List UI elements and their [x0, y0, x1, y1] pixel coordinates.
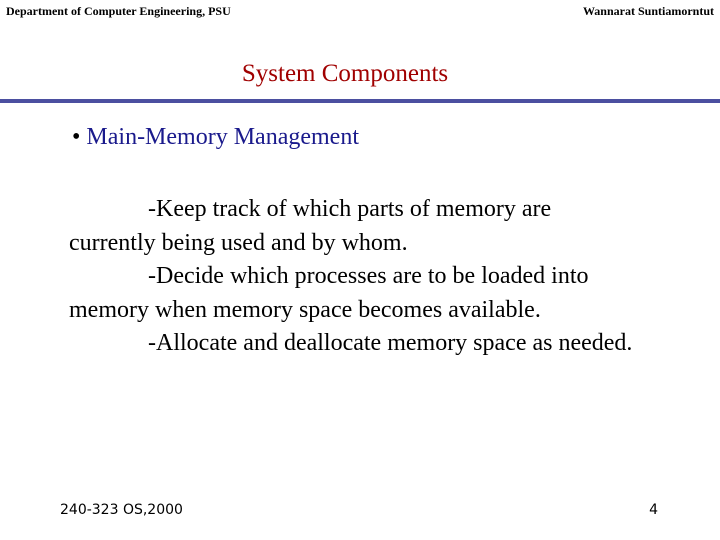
bullet-item [72, 124, 359, 151]
body-line: memory when memory space becomes available. [69, 296, 541, 323]
body-line: -Decide which processes are to be loaded into [148, 263, 589, 289]
title-divider [0, 99, 720, 103]
body-line: -Keep track of which parts of memory are [148, 196, 552, 222]
body-line: currently being used and by whom. [69, 229, 408, 256]
bullet-text: Main-Memory Management [86, 124, 359, 150]
header-department: Department of Computer Engineering, PSU [6, 4, 231, 18]
body-line: -Allocate and deallocate memory space as needed. [148, 330, 633, 356]
footer-page-number: 4 [649, 502, 658, 518]
bullet-dot-icon: • [72, 124, 81, 150]
header-author: Wannarat Suntiamorntut [582, 4, 714, 18]
slide-title: System Components [241, 60, 449, 87]
footer-course: 240-323 OS,2000 [60, 502, 183, 518]
slide-body [69, 193, 717, 361]
